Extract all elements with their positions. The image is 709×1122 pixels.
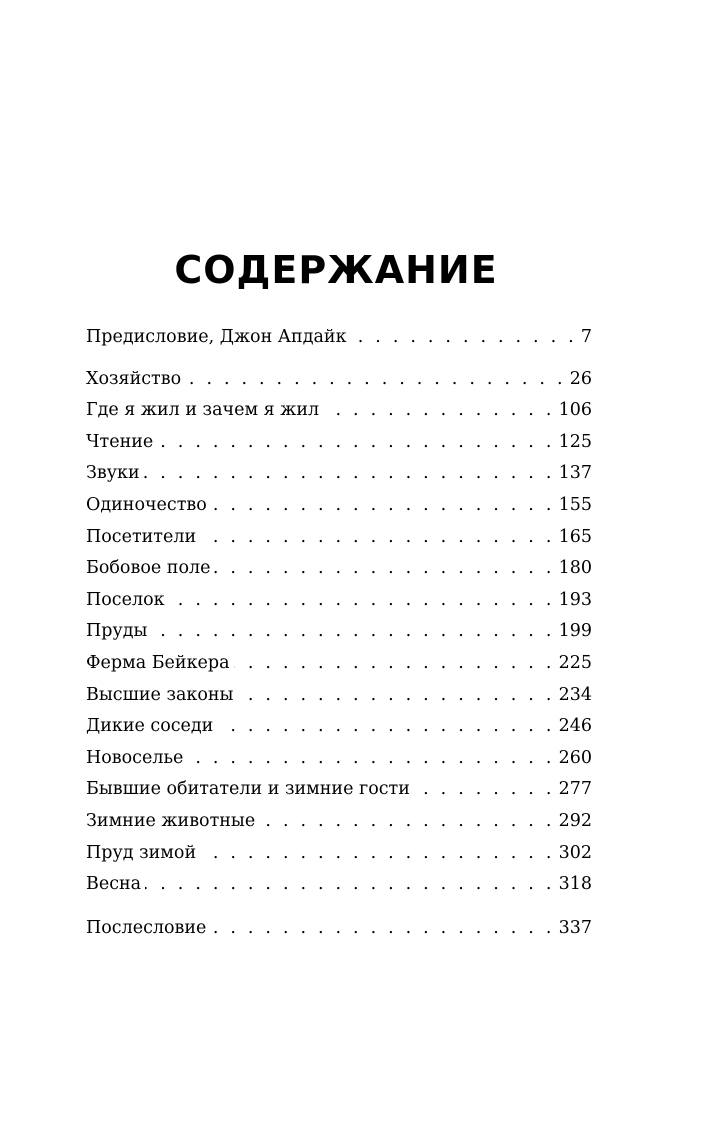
- dot-leader: [234, 648, 555, 680]
- toc-entry: [86, 743, 592, 775]
- toc-entry: [86, 522, 592, 554]
- toc-entry-title: Предисловие, Джон Апдайк: [86, 327, 347, 347]
- toc-entry-page-number: 7: [580, 327, 592, 347]
- toc-entry: [86, 869, 592, 901]
- toc-entry: [86, 553, 592, 585]
- toc-entry-title: Весна: [86, 874, 142, 895]
- toc-entry-page-number: 26: [569, 368, 592, 389]
- dot-leader: [157, 427, 554, 459]
- dot-leader: [145, 869, 554, 901]
- toc-entry: [86, 395, 592, 427]
- toc-entry-title: Поселок: [86, 589, 165, 610]
- toc-entry-page-number: 234: [558, 684, 592, 705]
- toc-entry: [86, 838, 592, 870]
- toc-entry: [86, 913, 592, 945]
- toc-entry-title: Дикие соседи: [86, 716, 214, 737]
- dot-leader: [210, 913, 554, 945]
- toc-entry-title: Звуки: [86, 463, 140, 484]
- toc-entry-page-number: 260: [558, 747, 592, 768]
- dot-leader: [214, 553, 554, 585]
- toc-entry-page-number: 225: [558, 652, 592, 673]
- dot-leader: [238, 680, 555, 712]
- toc-entry: [86, 322, 592, 354]
- toc-entry-title: Пруды: [86, 621, 148, 642]
- toc-entry: [86, 711, 592, 743]
- toc-entry: [86, 585, 592, 617]
- toc-entry-page-number: 199: [558, 621, 592, 642]
- dot-leader: [187, 743, 554, 775]
- toc-entry-page-number: 106: [558, 400, 592, 421]
- toc-entry-page-number: 193: [558, 589, 592, 610]
- toc-entry: [86, 806, 592, 838]
- dot-leader: [351, 322, 577, 354]
- dot-leader: [414, 774, 555, 806]
- dot-leader: [259, 806, 554, 838]
- toc-entry-page-number: 318: [558, 874, 592, 895]
- dot-leader: [200, 522, 554, 554]
- toc-entry: [86, 364, 592, 396]
- toc-entry-title: Бывшие обитатели и зимние гости: [86, 779, 410, 800]
- toc-entry: [86, 616, 592, 648]
- toc-entry-page-number: 137: [558, 463, 592, 484]
- dot-leader: [185, 364, 566, 396]
- toc-entry-title: Где я жил и зачем я жил: [86, 400, 320, 421]
- toc-entry-page-number: 155: [558, 494, 592, 515]
- toc-entry-page-number: 125: [558, 431, 592, 452]
- dot-leader: [144, 458, 555, 490]
- table-of-contents: [86, 322, 592, 944]
- dot-leader: [169, 585, 555, 617]
- toc-entry-title: Хозяйство: [86, 368, 182, 389]
- toc-entry-page-number: 302: [558, 842, 592, 863]
- toc-entry-title: Ферма Бейкера: [86, 652, 230, 673]
- toc-entry-title: Чтение: [86, 431, 154, 452]
- toc-entry-page-number: 337: [558, 917, 592, 938]
- toc-entry-title: Послесловие: [86, 917, 207, 938]
- dot-leader: [323, 395, 554, 427]
- toc-entry-page-number: 246: [558, 716, 592, 737]
- toc-entry-page-number: 277: [558, 779, 592, 800]
- toc-entry: [86, 648, 592, 680]
- toc-entry: [86, 427, 592, 459]
- toc-entry-title: Посетители: [86, 526, 197, 547]
- toc-entry-title: Новоселье: [86, 747, 184, 768]
- dot-leader: [151, 616, 554, 648]
- page-title: СОДЕРЖАНИЕ: [174, 248, 498, 292]
- toc-entry-page-number: 165: [558, 526, 592, 547]
- toc-entry: [86, 490, 592, 522]
- toc-entry-page-number: 180: [558, 558, 592, 579]
- toc-entry-title: Зимние животные: [86, 810, 256, 831]
- dot-leader: [200, 838, 554, 870]
- toc-entry-title: Одиночество: [86, 494, 207, 515]
- toc-entry-title: Пруд зимой: [86, 842, 197, 863]
- dot-leader: [217, 711, 554, 743]
- toc-entry-title: Бобовое поле: [86, 558, 211, 579]
- toc-entry-page-number: 292: [558, 810, 592, 831]
- toc-entry: [86, 680, 592, 712]
- dot-leader: [211, 490, 555, 522]
- toc-entry: [86, 774, 592, 806]
- toc-entry-title: Высшие законы: [86, 684, 234, 705]
- toc-entry: [86, 458, 592, 490]
